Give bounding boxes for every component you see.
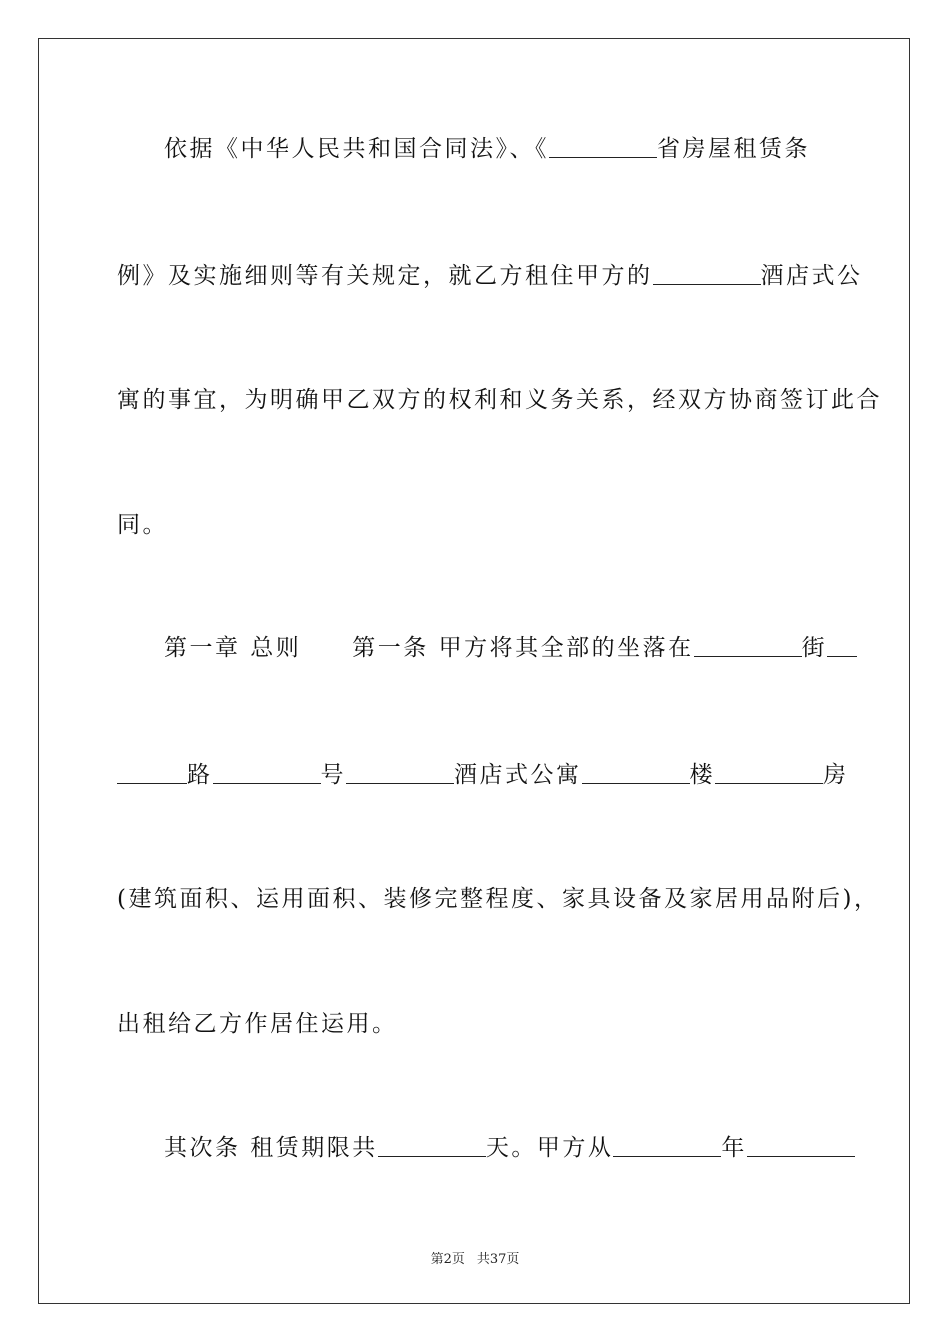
text-segment: 路 [187,762,213,788]
blank-field [747,1134,855,1157]
page-border [38,38,910,1304]
blank-field [549,135,657,158]
blank-field [213,761,321,784]
article-1-line-1 [117,633,880,663]
blank-field [346,761,454,784]
blank-field [117,761,187,784]
page-number: 第2页 [430,1252,465,1267]
article-1-line-3: (建筑面积、运用面积、装修完整程度、家具设备及家居用品附后)， [117,886,880,912]
blank-field [715,761,823,784]
blank-field [653,262,761,285]
text-segment: 第一章 总则 第一条 甲方将其全部的坐落在 [164,635,694,661]
article-1-line-2 [117,760,849,790]
article-1-line-4: 出租给乙方作居住运用。 [117,1011,398,1037]
article-2-line-1 [117,1133,880,1163]
page-footer [0,1248,950,1267]
text-segment: 省房屋租赁条 [657,136,810,162]
page-total: 共37页 [476,1252,520,1267]
text-segment: 楼 [689,762,715,788]
blank-field [378,1134,486,1157]
text-segment: 酒店式公寓 [454,762,582,788]
text-segment: 年 [721,1135,747,1161]
paragraph-line-4: 同。 [117,512,168,538]
blank-field [582,761,690,784]
text-segment: 天。甲方从 [485,1135,614,1161]
blank-field [613,1134,721,1157]
paragraph-line-3: 寓的事宜，为明确甲乙双方的权利和义务关系，经双方协商签订此合 [117,387,882,413]
text-segment: 其次条 租赁期限共 [164,1135,378,1161]
paragraph-line-1 [117,134,880,164]
text-segment: 酒店式公 [760,263,863,289]
text-segment: 街 [801,635,828,661]
paragraph-line-2 [117,261,863,291]
blank-field [827,634,857,657]
text-segment: 号 [320,762,346,788]
text-segment: 房 [823,762,849,788]
text-segment: 依据《中华人民共和国合同法》、《 [164,136,549,162]
text-segment: 例》及实施细则等有关规定，就乙方租住甲方的 [117,263,653,289]
blank-field [694,634,802,657]
